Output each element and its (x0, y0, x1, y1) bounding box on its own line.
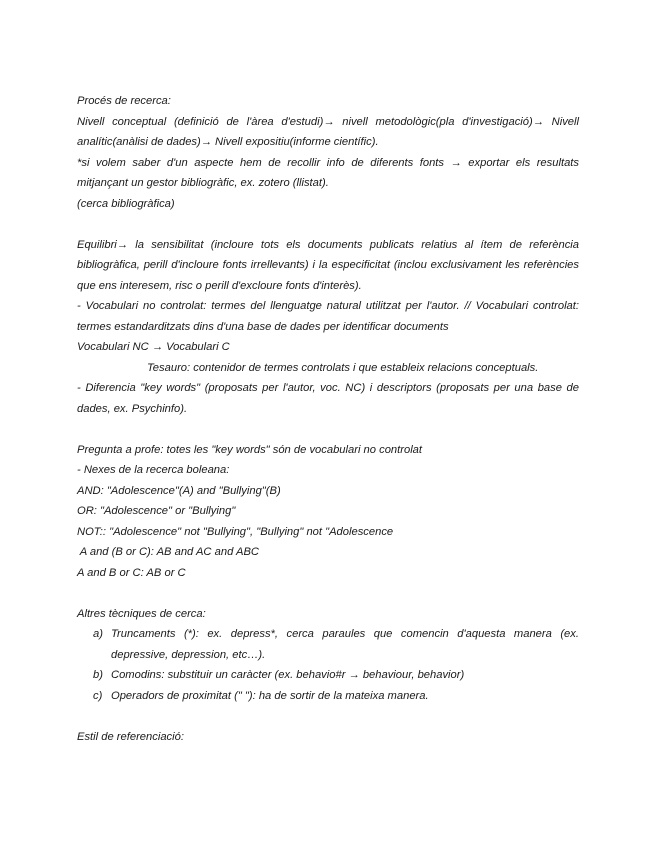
paragraph-gap (77, 214, 579, 235)
paragraph-vocabulary-nc-c: Vocabulari NC → Vocabulari C (77, 341, 230, 353)
paragraph-vocabulary: - Vocabulari no controlat: termes del llenguatge natural utilitzat per l'autor. // Vocabulari controlat: termes estandarditzats dins d'una base de dades per identificar documents (77, 300, 579, 333)
boolean-not-line: NOT:: "Adolescence" not "Bullying", "Bullying" not "Adolescence (77, 525, 394, 538)
section-title-other-techniques: Altres tècniques de cerca: (77, 607, 206, 620)
section-title-research-process: Procés de recerca: (77, 95, 171, 107)
list-item-truncation (77, 624, 579, 665)
list-marker: a) (93, 628, 103, 640)
paragraph-bibliographic-search: (cerca bibliogràfica) (77, 197, 175, 210)
boolean-abc-line-2: A and B or C: AB or C (77, 566, 186, 579)
document-body (77, 91, 579, 747)
paragraph-gap (77, 583, 579, 604)
paragraph-boolean-links: - Nexes de la recerca boleana: (77, 464, 230, 476)
boolean-or-line: OR: "Adolescence" or "Bullying" (77, 505, 236, 517)
boolean-and-line: AND: "Adolescence"(A) and "Bullying"(B) (77, 484, 281, 497)
paragraph-equilibri: Equilibri→ la sensibilitat (incloure tots els documents publicats relatius al ítem de referència bibliogràfica, perill d'incloure fonts irrellevants) i la especificitat (inclou exclusivament les referències que ens interesem, risc o perill d'excloure fonts d'interès). (77, 238, 579, 292)
paragraph-gap (77, 706, 579, 727)
list-item-proximity (77, 686, 579, 707)
paragraph-question-professor: Pregunta a profe: totes les "key words" són de vocabulari no controlat (77, 443, 423, 456)
section-title-reference-style: Estil de referenciació: (77, 730, 184, 743)
list-item-wildcards (77, 665, 579, 686)
list-item-text: Truncaments (*): ex. depress*, cerca paraules que comencin d'aquesta manera (ex. depressive, depression, etc…). (111, 628, 579, 661)
paragraph-bibliographic-manager-note: *si volem saber d'un aspecte hem de recollir info de diferents fonts → exportar els resultats mitjançant un gestor bibliogràfic, ex. zotero (llistat). (77, 156, 579, 189)
list-item-text: Operadors de proximitat (" "): ha de sortir de la mateixa manera. (111, 689, 429, 702)
paragraph-research-levels: Nivell conceptual (definició de l'àrea d'estudi)→ nivell metodològic(pla d'investigació)→ Nivell analític(anàlisi de dades)→ Nivell expositiu(informe científic). (77, 115, 579, 148)
paragraph-keywords-descriptors: - Diferencia "key words" (proposats per l'autor, voc. NC) i descriptors (proposats per una base de dades, ex. Psychinfo). (77, 382, 579, 415)
paragraph-gap (77, 419, 579, 440)
list-marker: b) (93, 669, 103, 681)
paragraph-tesauro: Tesauro: contenidor de termes controlats i que estableix relacions conceptuals. (147, 361, 539, 374)
boolean-abc-line-1: A and (B or C): AB and AC and ABC (77, 546, 259, 558)
list-item-text: Comodins: substituir un caràcter (ex. behavio#r → behaviour, behavior) (111, 669, 465, 681)
list-marker: c) (93, 689, 103, 702)
techniques-list (77, 624, 579, 706)
